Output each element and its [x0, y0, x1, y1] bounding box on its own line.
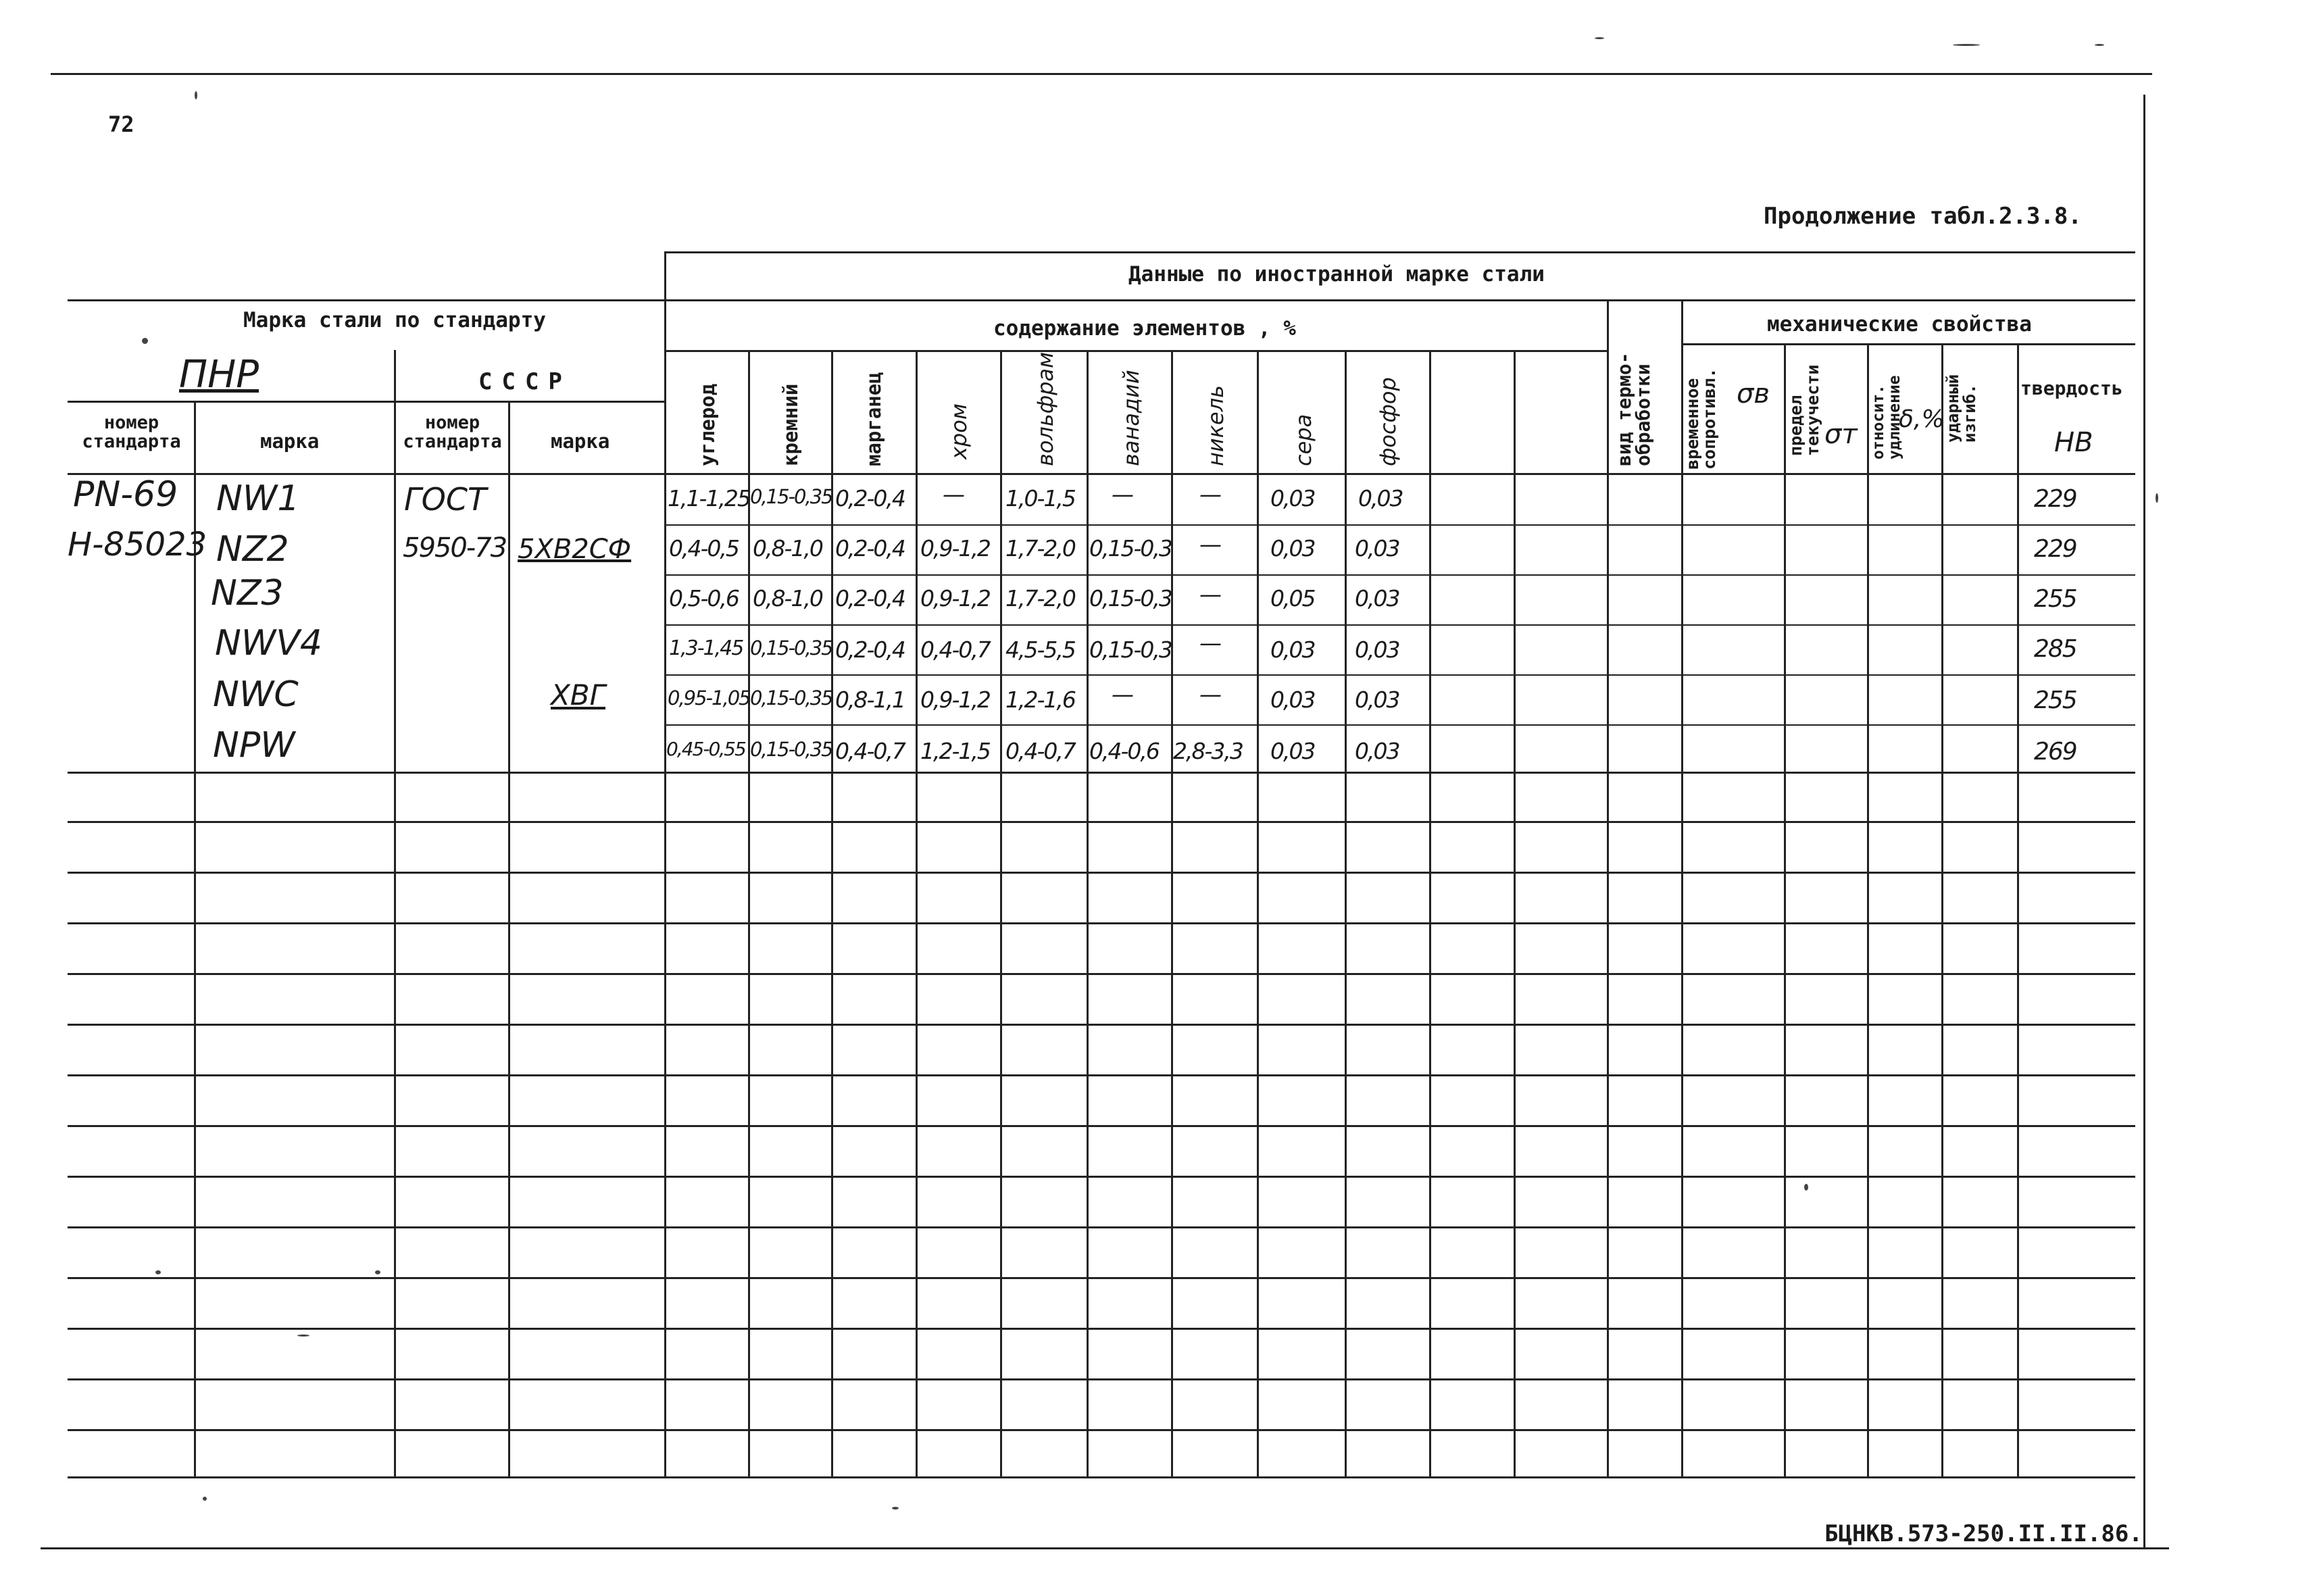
pnr-std-row-2: H-85023 — [68, 526, 207, 564]
element-header-carbon: углерод — [696, 383, 719, 466]
value-r2-nickel: — — [1199, 531, 1220, 557]
value-r5-vanadium: — — [1112, 681, 1132, 707]
pnr-grade-row-2: NZ2 — [216, 529, 289, 570]
value-r3-chromium: 0,9-1,2 — [920, 585, 990, 612]
value-r4-vanadium: 0,15-0,3 — [1089, 637, 1172, 663]
pnr-grade-row-6: NPW — [213, 725, 295, 766]
value-r3-silicon: 0,8-1,0 — [753, 585, 822, 612]
value-r6-manganese: 0,4-0,7 — [835, 738, 905, 764]
mech-props-header: механические свойства — [1767, 312, 2032, 336]
ussr-grade-row-5: ХВГ — [551, 678, 605, 712]
elongation-symbol: δ,% — [1899, 405, 1945, 433]
element-header-phosphorus: фосфор — [1375, 377, 1401, 466]
value-r1-chromium: — — [943, 481, 964, 507]
value-r6-chromium: 1,2-1,5 — [920, 738, 990, 764]
page-number: 72 — [108, 111, 134, 137]
value-r6-vanadium: 0,4-0,6 — [1089, 738, 1159, 764]
value-r2-silicon: 0,8-1,0 — [753, 535, 822, 562]
page-bottom-border — [41, 1547, 2169, 1549]
impact-header: ударный изгиб. — [1943, 374, 1979, 443]
ussr-std-number-header: номер стандарта — [403, 412, 502, 452]
value-r6-tungsten: 0,4-0,7 — [1005, 738, 1075, 764]
element-header-vanadium: ванадий — [1118, 370, 1144, 466]
value-r1-nickel: — — [1199, 481, 1220, 507]
value-r4-carbon: 1,3-1,45 — [669, 637, 743, 660]
value-r4-chromium: 0,4-0,7 — [920, 637, 990, 663]
hardness-r6: 269 — [2034, 738, 2076, 766]
value-r1-phosphorus: 0,03 — [1358, 485, 1403, 512]
pnr-grade-row-3: NZ3 — [211, 573, 284, 614]
ultimate-strength-header: временное сопротивл. — [1683, 368, 1719, 470]
pnr-grade-row-1: NW1 — [216, 478, 300, 519]
element-header-sulfur: сера — [1291, 414, 1316, 466]
value-r3-sulfur: 0,05 — [1270, 585, 1315, 612]
pnr-grade-header: марка — [260, 430, 320, 453]
document-code: БЦНКВ.573-250.II.II.86. — [1824, 1520, 2143, 1547]
pnr-grade-row-4: NWV4 — [215, 623, 322, 664]
composition-header: содержание элементов , % — [993, 316, 1296, 341]
value-r3-nickel: — — [1199, 581, 1220, 607]
value-r1-vanadium: — — [1112, 481, 1132, 507]
value-r1-sulfur: 0,03 — [1270, 485, 1315, 512]
value-r4-manganese: 0,2-0,4 — [835, 637, 905, 663]
pnr-grade-row-5: NWC — [213, 674, 299, 715]
hardness-r5: 255 — [2034, 687, 2076, 714]
grade-by-standard-header: Марка стали по стандарту — [243, 308, 546, 332]
value-r4-sulfur: 0,03 — [1270, 637, 1315, 663]
ussr-grade-row-2: 5ХВ2СФ — [518, 534, 632, 565]
yield-strength-header: предел текучести — [1786, 364, 1822, 456]
value-r1-carbon: 1,1-1,25 — [668, 485, 750, 512]
value-r6-silicon: 0,15-0,35 — [750, 738, 832, 761]
continuation-label: Продолжение табл.2.3.8. — [1764, 203, 2082, 230]
hardness-header: твердость — [2020, 377, 2123, 399]
value-r5-phosphorus: 0,03 — [1355, 687, 1399, 713]
page-top-border — [51, 73, 2152, 75]
value-r5-sulfur: 0,03 — [1270, 687, 1315, 713]
value-r6-phosphorus: 0,03 — [1355, 738, 1399, 764]
value-r2-chromium: 0,9-1,2 — [920, 535, 990, 562]
yield-strength-symbol: σт — [1824, 419, 1858, 450]
value-r1-manganese: 0,2-0,4 — [835, 485, 905, 512]
elongation-header: относит. удлинение — [1870, 375, 1903, 459]
value-r6-sulfur: 0,03 — [1270, 738, 1315, 764]
pnr-std-number-header: номер стандарта — [82, 412, 181, 452]
value-r2-carbon: 0,4-0,5 — [669, 535, 739, 562]
value-r3-tungsten: 1,7-2,0 — [1005, 585, 1075, 612]
value-r2-sulfur: 0,03 — [1270, 535, 1315, 562]
country-ussr-label: СССР — [478, 368, 572, 395]
value-r6-nickel: 2,8-3,3 — [1173, 738, 1243, 764]
country-pnr-label: ПНР — [179, 353, 259, 397]
element-header-tungsten: вольфрам — [1032, 351, 1058, 466]
value-r1-silicon: 0,15-0,35 — [750, 485, 832, 508]
value-r2-vanadium: 0,15-0,3 — [1089, 535, 1172, 562]
value-r5-silicon: 0,15-0,35 — [750, 687, 832, 709]
value-r5-carbon: 0,95-1,05 — [668, 687, 750, 709]
value-r3-manganese: 0,2-0,4 — [835, 585, 905, 612]
value-r5-nickel: — — [1199, 681, 1220, 707]
value-r3-phosphorus: 0,03 — [1355, 585, 1399, 612]
element-header-silicon: кремний — [779, 383, 802, 466]
foreign-data-header: Данные по иностранной марке стали — [1128, 262, 1545, 286]
value-r5-manganese: 0,8-1,1 — [835, 687, 905, 713]
hardness-r4: 285 — [2034, 635, 2076, 663]
value-r6-carbon: 0,45-0,55 — [666, 738, 745, 760]
value-r2-phosphorus: 0,03 — [1355, 535, 1399, 562]
value-r5-chromium: 0,9-1,2 — [920, 687, 990, 713]
value-r2-tungsten: 1,7-2,0 — [1005, 535, 1075, 562]
value-r4-tungsten: 4,5-5,5 — [1005, 637, 1075, 663]
hardness-r3: 255 — [2034, 585, 2076, 613]
value-r3-carbon: 0,5-0,6 — [669, 585, 739, 612]
value-r4-silicon: 0,15-0,35 — [750, 637, 832, 659]
value-r5-tungsten: 1,2-1,6 — [1005, 687, 1075, 713]
element-header-chromium: хром — [946, 403, 972, 459]
ussr-std-row-1: ГОСТ — [404, 481, 487, 518]
hardness-r1: 229 — [2034, 485, 2076, 513]
ussr-grade-header: марка — [551, 430, 610, 453]
hardness-unit: НВ — [2054, 427, 2093, 458]
page-right-border — [2143, 95, 2145, 1547]
element-header-manganese: марганец — [862, 372, 885, 466]
hardness-r2: 229 — [2034, 535, 2076, 563]
value-r1-tungsten: 1,0-1,5 — [1005, 485, 1075, 512]
value-r3-vanadium: 0,15-0,3 — [1089, 585, 1172, 612]
element-header-nickel: никель — [1203, 384, 1228, 466]
ussr-std-row-2: 5950-73 — [403, 532, 507, 564]
heat-treatment-header: вид термо- обработки — [1613, 352, 1654, 466]
ultimate-strength-symbol: σв — [1737, 378, 1770, 409]
value-r4-nickel: — — [1199, 630, 1220, 656]
value-r4-phosphorus: 0,03 — [1355, 637, 1399, 663]
value-r2-manganese: 0,2-0,4 — [835, 535, 905, 562]
pnr-std-row-1: PN-69 — [73, 474, 178, 515]
